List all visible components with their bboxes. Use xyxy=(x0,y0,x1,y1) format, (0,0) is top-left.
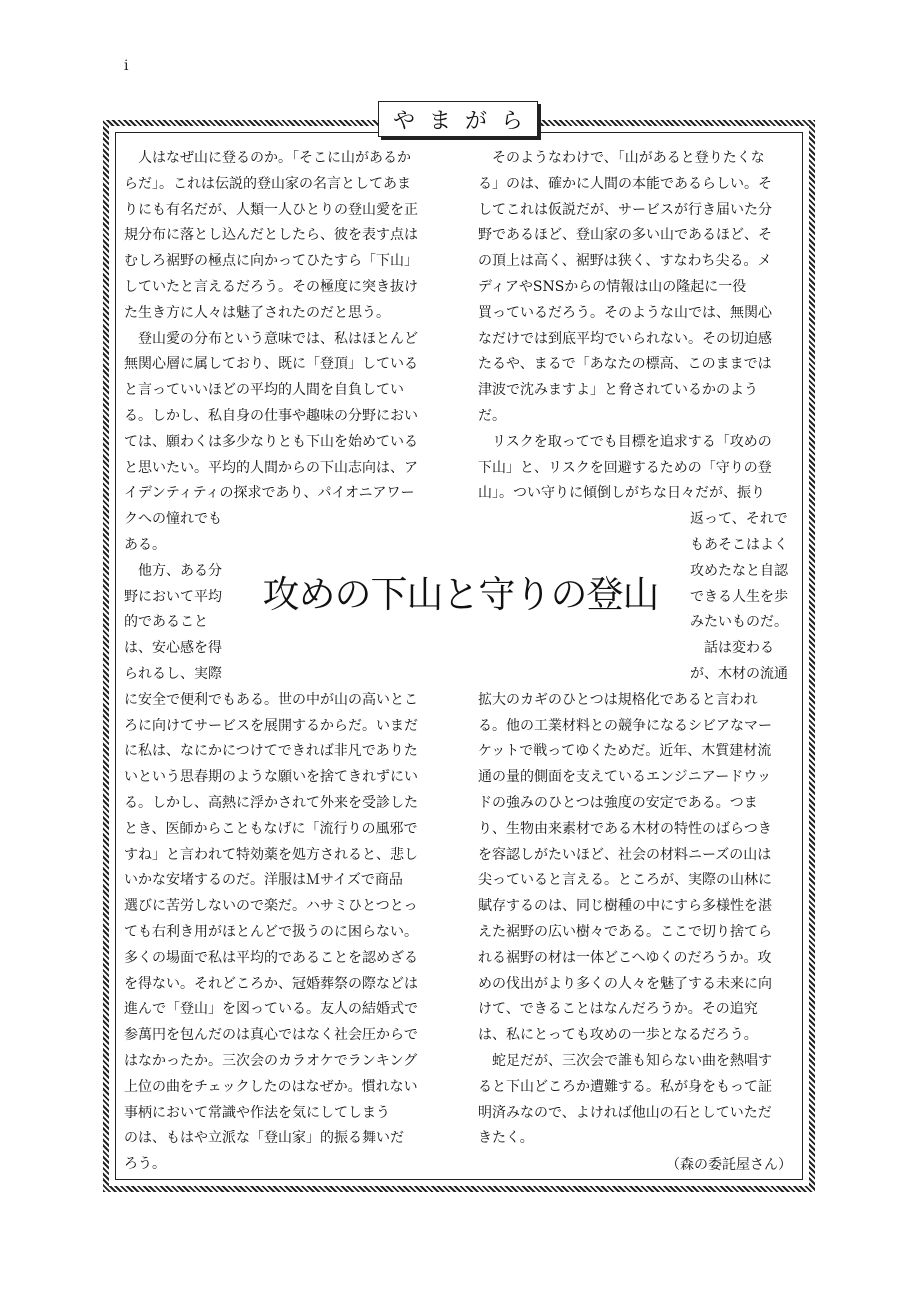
text-line: リスクを取ってでも目標を追求する「攻めの xyxy=(478,433,772,450)
text-line: が、木材の流通 xyxy=(690,666,788,682)
text-line: ディアやSNSからの情報は山の隆起に一役 xyxy=(478,279,747,295)
text-line: ある。 xyxy=(124,537,166,553)
text-line: りにも有名だが、人類一人ひとりの登山愛を正 xyxy=(124,201,418,218)
text-line: 進んで「登山」を図っている。友人の結婚式で xyxy=(124,1001,418,1018)
column-title-box xyxy=(378,101,538,137)
text-line: もあそこはよく xyxy=(690,537,788,553)
text-line: 多くの場面で私は平均的であることを認めざる xyxy=(124,949,418,966)
text-line: と思いたい。平均的人間からの下山志向は、ア xyxy=(124,459,418,476)
text-line: 山」。つい守りに傾倒しがちな日々だが、振り xyxy=(478,485,765,502)
text-line: めの伐出がより多くの人々を魅了する未来に向 xyxy=(478,975,772,992)
text-line: り、生物由来素材である木材の特性のばらつき xyxy=(478,820,772,837)
text-line: 蛇足だが、三次会で誰も知らない曲を熱唱す xyxy=(478,1053,772,1069)
column-title: やまがら xyxy=(393,108,538,134)
text-line: すね」と言われて特効薬を処方されると、悲し xyxy=(124,846,418,863)
text-line: けて、できることはなんだろうか。その追究 xyxy=(478,1001,758,1018)
text-line: 攻めたなと自認 xyxy=(690,562,788,579)
text-line: 人はなぜ山に登るのか。「そこに山があるか xyxy=(124,150,411,166)
text-line: る。しかし、高熱に浮かされて外来を受診した xyxy=(124,795,418,811)
text-line: きたく。 xyxy=(478,1130,534,1147)
text-line: していたと言えるだろう。その極度に突き抜け xyxy=(124,279,418,295)
text-line: 明済みなので、よければ他山の石としていただ xyxy=(478,1104,772,1121)
text-line: してこれは仮説だが、サービスが行き届いた分 xyxy=(478,201,772,218)
text-line: みたいものだ。 xyxy=(690,614,788,631)
page-number: i xyxy=(124,58,129,74)
text-line: 賦存するのは、同じ樹種の中にすら多様性を湛 xyxy=(478,898,772,915)
article-title: 攻めの下山と守りの登山 xyxy=(238,570,683,620)
text-line: なだけでは到底平均でいられない。その切迫感 xyxy=(478,330,772,347)
text-line: る。他の工業材料との競争になるシビアなマー xyxy=(478,717,772,734)
text-line: クへの憧れでも xyxy=(124,511,222,528)
text-line: 買っているだろう。そのような山では、無関心 xyxy=(478,304,772,321)
text-line: と言っていいほどの平均的人間を自負してい xyxy=(124,382,404,399)
text-line: とき、医師からこともなげに「流行りの風邪で xyxy=(124,820,418,837)
text-line: いかな安堵するのだ。洋服はＭサイズで商品 xyxy=(124,872,403,889)
text-line: ケットで戦ってゆくためだ。近年、木質建材流 xyxy=(478,743,772,760)
text-line: 話は変わる xyxy=(690,640,774,657)
text-line: に私は、なにかにつけてできれば非凡でありた xyxy=(124,743,418,760)
text-line: イデンティティの探求であり、パイオニアワー xyxy=(124,485,415,502)
text-line: ドの強みのひとつは強度の安定である。つま xyxy=(478,795,758,811)
text-line: 選びに苦労しないので楽だ。ハサミひとつとっ xyxy=(124,898,418,915)
text-line: 的であること xyxy=(124,614,208,631)
text-line: 他方、ある分 xyxy=(124,562,222,579)
text-line: いという思春期のような願いを捨てきれずにい xyxy=(124,769,418,786)
text-line: 上位の曲をチェックしたのはなぜか。慣れない xyxy=(124,1078,418,1095)
text-line: たるや、まるで「あなたの標高、このままでは xyxy=(478,356,772,373)
text-line: 下山」と、リスクを回避するための「守りの登 xyxy=(478,459,772,476)
text-line: の頂上は高く、裾野は狭く、すなわち尖る。メ xyxy=(478,253,772,270)
text-line: だ。 xyxy=(478,408,506,424)
text-line: はなかったか。三次会のカラオケでランキング xyxy=(124,1053,418,1069)
text-line: を得ない。それどころか、冠婚葬祭の際などは xyxy=(124,975,418,992)
text-line: られるし、実際 xyxy=(124,666,222,682)
text-line: 参萬円を包んだのは真心ではなく社会圧からで xyxy=(124,1027,418,1044)
text-line: ろう。 xyxy=(124,1156,166,1173)
text-line: のは、もはや立派な「登山家」的振る舞いだ xyxy=(124,1130,404,1147)
text-line: 通の量的側面を支えているエンジニアードウッ xyxy=(478,769,771,786)
text-line: そのようなわけで、「山があると登りたくな xyxy=(478,150,765,166)
text-line: 拡大のカギのひとつは規格化であると言われ xyxy=(478,691,758,708)
text-line: る」のは、確かに人間の本能であるらしい。そ xyxy=(478,175,772,192)
text-line: 無関心層に属しており、既に「登頂」している xyxy=(124,356,418,373)
text-line: ろに向けてサービスを展開するからだ。いまだ xyxy=(124,717,418,734)
text-line: ると下山どころか遭難する。私が身をもって証 xyxy=(478,1078,772,1095)
text-line: 野であるほど、登山家の多い山であるほど、そ xyxy=(478,227,772,244)
text-line: できる人生を歩 xyxy=(690,588,788,605)
text-line: を容認しがたいほど、社会の材料ニーズの山は xyxy=(478,846,772,863)
text-line: むしろ裾野の極点に向かってひたすら「下山」 xyxy=(124,253,418,270)
text-line: 返って、それで xyxy=(690,511,788,528)
text-line: えた裾野の広い樹々である。ここで切り捨てら xyxy=(478,924,772,940)
text-line: ては、願わくは多少なりとも下山を始めている xyxy=(124,433,418,450)
author-signature: （森の委託屋さん） xyxy=(666,1157,792,1173)
text-line: 津波で沈みますよ」と脅されているかのよう xyxy=(478,382,758,399)
text-line: 尖っていると言える。ところが、実際の山林に xyxy=(478,872,772,889)
text-line: 事柄において常識や作法を気にしてしまう xyxy=(124,1104,390,1121)
text-line: ても右利き用がほとんどで扱うのに困らない。 xyxy=(124,924,418,940)
text-line: た生き方に人々は魅了されたのだと思う。 xyxy=(124,304,390,321)
text-line: 規分布に落とし込んだとしたら、彼を表す点は xyxy=(124,227,418,244)
text-line: 野において平均 xyxy=(124,588,222,605)
text-line: れる裾野の材は一体どこへゆくのだろうか。攻 xyxy=(478,949,772,966)
text-line: 登山愛の分布という意味では、私はほとんど xyxy=(124,330,418,347)
text-line: は、安心感を得 xyxy=(124,640,222,657)
text-line: は、私にとっても攻めの一歩となるだろう。 xyxy=(478,1027,758,1044)
text-line: らだ」。これは伝説的登山家の名言としてあま xyxy=(124,175,411,192)
text-line: に安全で便利でもある。世の中が山の高いとこ xyxy=(124,691,418,708)
text-line: る。しかし、私自身の仕事や趣味の分野におい xyxy=(124,408,418,424)
